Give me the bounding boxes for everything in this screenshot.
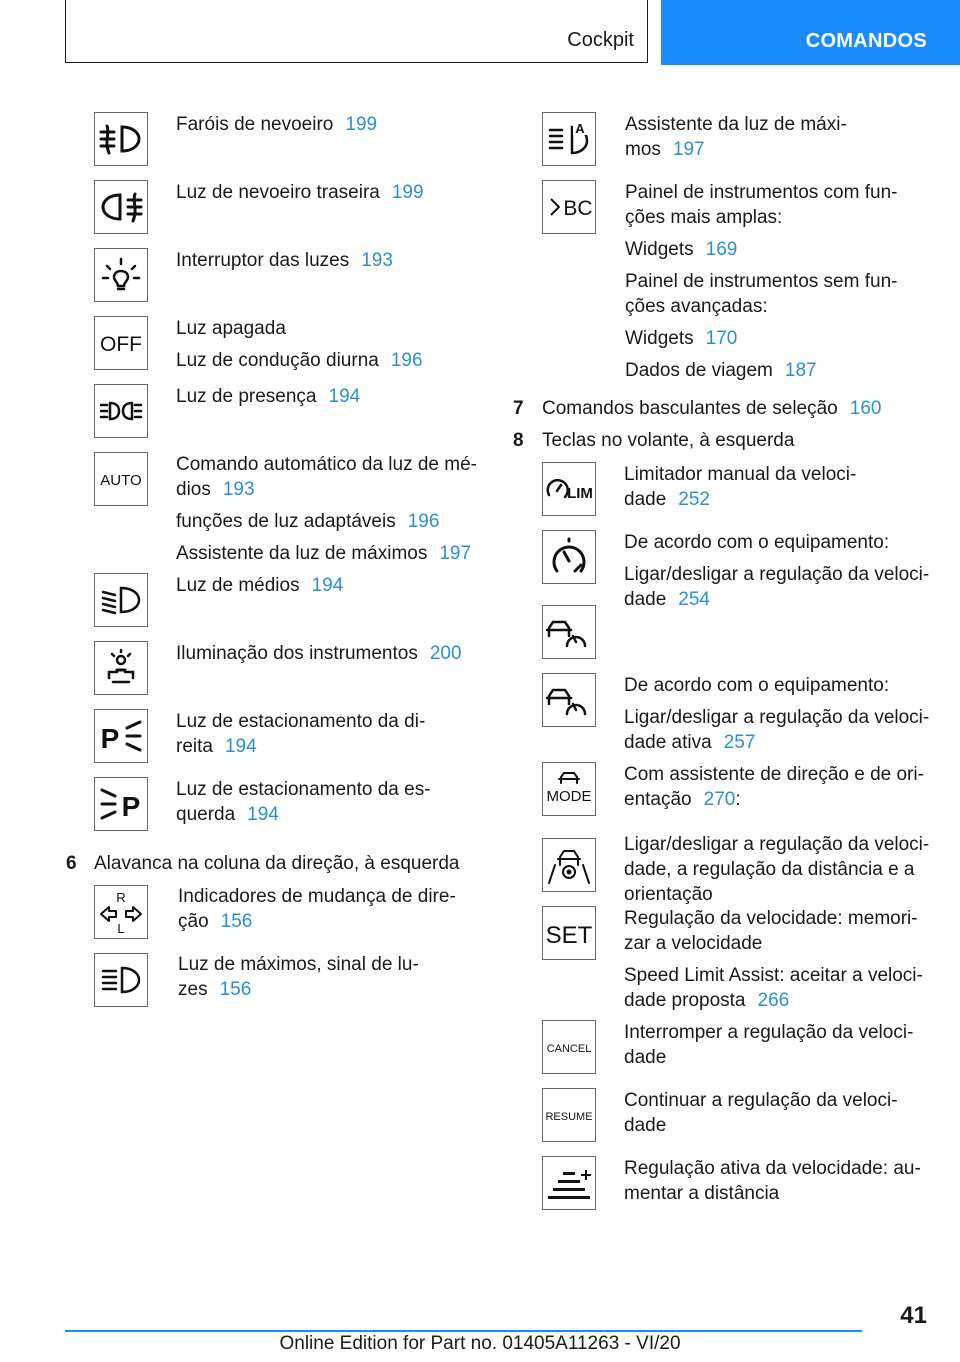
icon-label: R <box>116 890 126 905</box>
item-heading: Comandos basculantes de seleção 160 <box>542 398 882 419</box>
icon-label: BC <box>563 197 593 220</box>
item-text: Luz de estacionamento da es- querda 194 <box>176 779 431 825</box>
page-ref-link[interactable]: 266 <box>757 990 790 1011</box>
item-text: Luz de máximos, sinal de lu- zes 156 <box>178 954 419 1000</box>
item-heading: Teclas no volante, à esquerda <box>542 430 795 451</box>
low-beam-icon <box>94 573 148 627</box>
page-ref-link[interactable]: 193 <box>361 250 393 271</box>
icon-label: OFF <box>100 333 142 356</box>
instrument-lighting-icon <box>94 641 148 695</box>
footer-divider <box>65 1330 862 1332</box>
page-ref-link[interactable]: 156 <box>219 979 252 1000</box>
page-ref-link[interactable]: 160 <box>849 398 882 419</box>
cancel-button-icon <box>542 1020 596 1074</box>
page-ref-link[interactable]: 270 <box>703 789 736 810</box>
fog-light-front-icon <box>94 112 148 166</box>
mode-button-icon <box>542 762 596 816</box>
off-icon <box>94 316 148 370</box>
parking-light-icon <box>94 384 148 438</box>
page-ref-link[interactable]: 194 <box>328 386 361 407</box>
active-cruise-icon-a <box>542 605 596 659</box>
cruise-control-icon <box>542 530 596 584</box>
chapter-title: COMANDOS <box>805 30 927 52</box>
page-number: 41 <box>900 1302 927 1329</box>
high-beam-icon <box>94 953 148 1007</box>
icon-label: A <box>575 121 585 136</box>
item-number: 8 <box>513 430 524 451</box>
page-ref-link[interactable]: 156 <box>220 911 253 932</box>
header-section-box <box>65 0 648 63</box>
active-cruise-icon-b <box>542 673 596 727</box>
resume-button-icon <box>542 1088 596 1142</box>
icon-label: P <box>121 791 141 822</box>
item-text: Regulação da velocidade: memori- zar a velocidade Speed Limit Assist: aceitar a veloci- dade proposta 266 <box>624 908 923 1011</box>
icon-label: RESUME <box>545 1111 593 1123</box>
icon-label: L <box>117 921 125 936</box>
page-ref-link[interactable]: 257 <box>723 732 756 753</box>
item-text: Interromper a regulação da veloci- dade <box>624 1022 914 1068</box>
item-text: Faróis de nevoeiro 199 <box>176 114 378 135</box>
page-ref-link[interactable]: 197 <box>439 543 472 564</box>
item-text: De acordo com o equipamento: Ligar/desligar a regulação da veloci- dade ativa 257 <box>624 675 930 753</box>
page-ref-link[interactable]: 169 <box>705 239 738 260</box>
icon-label: MODE <box>546 788 592 805</box>
section-title: Cockpit <box>567 29 634 51</box>
page-ref-link[interactable]: 254 <box>678 589 710 610</box>
item-text: Luz apagada Luz de condução diurna 196 <box>176 318 423 371</box>
set-button-icon <box>542 906 596 960</box>
item-text: Luz de presença 194 <box>176 386 361 407</box>
item-text: Luz de médios 194 <box>176 575 344 596</box>
item-text: Indicadores de mudança de dire- ção 156 <box>178 886 456 932</box>
page-ref-link[interactable]: 200 <box>429 643 462 664</box>
high-beam-assist-icon <box>542 112 596 166</box>
page-ref-link[interactable]: 252 <box>678 489 710 510</box>
page-ref-link[interactable]: 199 <box>391 182 424 203</box>
item-text: Comando automático da luz de mé- dios 193 funções de luz adaptáveis 196 Assistente da luz de máximos 197 <box>176 454 477 564</box>
steering-assist-icon <box>542 838 596 892</box>
page-ref-link[interactable]: 196 <box>407 511 440 532</box>
page-ref-link[interactable]: 194 <box>247 804 279 825</box>
auto-light-icon <box>94 452 148 506</box>
fog-light-rear-icon <box>94 180 148 234</box>
icon-label: SET <box>545 922 593 949</box>
page-ref-link[interactable]: 170 <box>705 328 738 349</box>
speed-limiter-icon <box>542 462 596 516</box>
parking-light-left-icon <box>94 777 148 831</box>
page-ref-link[interactable]: 194 <box>311 575 344 596</box>
bc-button-icon <box>542 180 596 234</box>
item-text: Regulação ativa da velocidade: au- mentar a distância <box>624 1158 921 1204</box>
icon-label: CANCEL <box>546 1043 592 1055</box>
item-text: Continuar a regulação da veloci- dade <box>624 1090 898 1136</box>
item-number: 6 <box>66 853 77 874</box>
icon-label: P <box>100 723 120 754</box>
item-text: Luz de estacionamento da di- reita 194 <box>176 711 426 757</box>
item-text: Com assistente de direção e de ori- entação 270: <box>624 764 924 810</box>
item-text: Interruptor das luzes 193 <box>176 250 393 271</box>
header-chapter-box <box>661 0 960 65</box>
item-text: Limitador manual da veloci- dade 252 <box>624 464 857 510</box>
light-switch-icon <box>94 248 148 302</box>
page-ref-link[interactable]: 199 <box>345 114 378 135</box>
footer-text: Online Edition for Part no. 01405A11263 - VI/20 <box>279 1333 681 1354</box>
page-ref-link[interactable]: 193 <box>222 479 255 500</box>
item-text: Luz de nevoeiro traseira 199 <box>176 182 424 203</box>
item-number: 7 <box>513 398 524 419</box>
distance-increase-icon <box>542 1156 596 1210</box>
page-ref-link[interactable]: 197 <box>672 139 705 160</box>
item-text: Ligar/desligar a regulação da veloci- dade, a regulação da distância e a orientação <box>624 834 930 905</box>
page-ref-link[interactable]: 187 <box>784 360 817 381</box>
page-ref-link[interactable]: 194 <box>224 736 257 757</box>
icon-label: AUTO <box>100 472 142 489</box>
item-heading: Alavanca na coluna da direção, à esquerda <box>94 853 460 874</box>
parking-light-right-icon <box>94 709 148 763</box>
turn-signal-icon <box>94 885 148 939</box>
item-text: De acordo com o equipamento: Ligar/desligar a regulação da veloci- dade 254 <box>624 532 930 610</box>
item-text: Iluminação dos instrumentos 200 <box>176 643 462 664</box>
item-text: Painel de instrumentos com fun- ções mais amplas: Widgets 169 Painel de instrumentos sem fun- ções avançadas: Widgets 170 Dados de viagem 187 <box>625 182 898 381</box>
page-ref-link[interactable]: 196 <box>390 350 423 371</box>
icon-label: LIM <box>567 485 593 502</box>
item-text: Assistente da luz de máxi- mos 197 <box>625 114 847 160</box>
